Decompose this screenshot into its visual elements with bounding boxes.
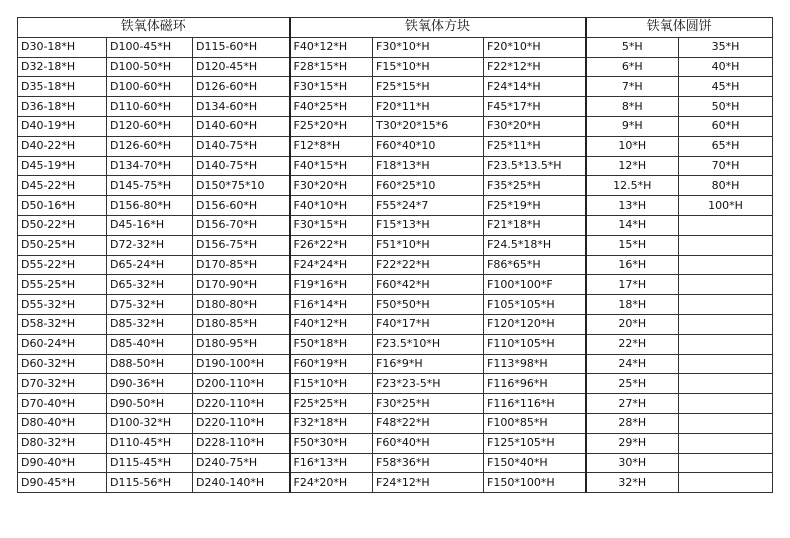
table-cell-block-col-3: F100*100*F bbox=[484, 275, 586, 295]
table-cell-block-col-3: F110*105*H bbox=[484, 334, 586, 354]
table-cell-disc-col-1: 10*H bbox=[586, 136, 679, 156]
table-cell-ring-col-2: D100-32*H bbox=[107, 413, 193, 433]
table-cell-block-col-2: F48*22*H bbox=[373, 413, 484, 433]
table-cell-ring-col-2: D72-32*H bbox=[107, 235, 193, 255]
table-cell-ring-col-2: D120-60*H bbox=[107, 116, 193, 136]
table-cell-ring-col-1: D70-40*H bbox=[18, 394, 107, 414]
table-cell-ring-col-2: D100-60*H bbox=[107, 77, 193, 97]
table-cell-block-col-2: T30*20*15*6 bbox=[373, 116, 484, 136]
table-cell-ring-col-3: D140-75*H bbox=[193, 156, 290, 176]
table-cell-ring-col-3: D134-60*H bbox=[193, 97, 290, 117]
table-cell-ring-col-3: D180-95*H bbox=[193, 334, 290, 354]
table-cell-disc-col-1: 6*H bbox=[586, 57, 679, 77]
table-cell-disc-col-1: 20*H bbox=[586, 314, 679, 334]
table-cell-ring-col-2: D90-50*H bbox=[107, 394, 193, 414]
table-row bbox=[18, 374, 773, 394]
header-ferrite-blocks: 铁氧体方块 bbox=[290, 18, 586, 38]
table-cell-disc-col-2 bbox=[679, 413, 773, 433]
table-cell-disc-col-2: 35*H bbox=[679, 37, 773, 57]
table-cell-ring-col-1: D30-18*H bbox=[18, 37, 107, 57]
table-row bbox=[18, 37, 773, 57]
table-cell-block-col-1: F30*20*H bbox=[290, 176, 373, 196]
table-cell-ring-col-2: D115-56*H bbox=[107, 473, 193, 493]
table-cell-block-col-1: F16*13*H bbox=[290, 453, 373, 473]
table-cell-ring-col-2: D45-16*H bbox=[107, 215, 193, 235]
table-cell-ring-col-3: D156-60*H bbox=[193, 196, 290, 216]
table-cell-block-col-1: F40*10*H bbox=[290, 196, 373, 216]
table-cell-block-col-2: F55*24*7 bbox=[373, 196, 484, 216]
table-cell-ring-col-3: D140-75*H bbox=[193, 136, 290, 156]
table-cell-block-col-3: F20*10*H bbox=[484, 37, 586, 57]
table-cell-block-col-3: F150*100*H bbox=[484, 473, 586, 493]
header-row bbox=[18, 18, 773, 38]
table-cell-block-col-2: F51*10*H bbox=[373, 235, 484, 255]
table-cell-ring-col-1: D50-16*H bbox=[18, 196, 107, 216]
table-cell-disc-col-2 bbox=[679, 473, 773, 493]
table-cell-disc-col-2 bbox=[679, 255, 773, 275]
table-cell-disc-col-2: 100*H bbox=[679, 196, 773, 216]
table-cell-ring-col-1: D58-32*H bbox=[18, 314, 107, 334]
table-cell-block-col-1: F24*24*H bbox=[290, 255, 373, 275]
table-cell-ring-col-1: D90-45*H bbox=[18, 473, 107, 493]
table-cell-ring-col-2: D145-75*H bbox=[107, 176, 193, 196]
table-cell-block-col-2: F16*9*H bbox=[373, 354, 484, 374]
table-row bbox=[18, 275, 773, 295]
table-cell-block-col-2: F60*42*H bbox=[373, 275, 484, 295]
table-row bbox=[18, 136, 773, 156]
table-cell-ring-col-3: D228-110*H bbox=[193, 433, 290, 453]
table-cell-disc-col-2: 65*H bbox=[679, 136, 773, 156]
table-cell-ring-col-1: D55-25*H bbox=[18, 275, 107, 295]
table-cell-ring-col-1: D90-40*H bbox=[18, 453, 107, 473]
table-cell-disc-col-1: 5*H bbox=[586, 37, 679, 57]
table-cell-disc-col-2 bbox=[679, 453, 773, 473]
table-cell-block-col-1: F50*30*H bbox=[290, 433, 373, 453]
table-row bbox=[18, 156, 773, 176]
table-cell-ring-col-3: D220-110*H bbox=[193, 413, 290, 433]
table-row bbox=[18, 215, 773, 235]
table-cell-disc-col-1: 32*H bbox=[586, 473, 679, 493]
table-row bbox=[18, 176, 773, 196]
table-row bbox=[18, 255, 773, 275]
table-cell-block-col-1: F30*15*H bbox=[290, 77, 373, 97]
table-cell-ring-col-1: D70-32*H bbox=[18, 374, 107, 394]
table-cell-ring-col-1: D80-32*H bbox=[18, 433, 107, 453]
table-cell-disc-col-2 bbox=[679, 433, 773, 453]
table-row bbox=[18, 354, 773, 374]
table-cell-block-col-1: F60*19*H bbox=[290, 354, 373, 374]
table-cell-ring-col-2: D126-60*H bbox=[107, 136, 193, 156]
table-row bbox=[18, 394, 773, 414]
table-cell-disc-col-2 bbox=[679, 275, 773, 295]
table-cell-block-col-3: F116*116*H bbox=[484, 394, 586, 414]
table-cell-disc-col-1: 12.5*H bbox=[586, 176, 679, 196]
table-cell-disc-col-1: 14*H bbox=[586, 215, 679, 235]
table-cell-disc-col-1: 16*H bbox=[586, 255, 679, 275]
table-cell-ring-col-1: D35-18*H bbox=[18, 77, 107, 97]
table-cell-ring-col-3: D180-80*H bbox=[193, 295, 290, 315]
table-cell-ring-col-2: D115-45*H bbox=[107, 453, 193, 473]
table-cell-block-col-1: F28*15*H bbox=[290, 57, 373, 77]
table-cell-disc-col-2: 60*H bbox=[679, 116, 773, 136]
table-row bbox=[18, 97, 773, 117]
table-cell-disc-col-1: 7*H bbox=[586, 77, 679, 97]
table-cell-block-col-3: F45*17*H bbox=[484, 97, 586, 117]
table-cell-block-col-3: F25*19*H bbox=[484, 196, 586, 216]
table-cell-ring-col-1: D40-22*H bbox=[18, 136, 107, 156]
table-row bbox=[18, 433, 773, 453]
table-cell-ring-col-3: D240-140*H bbox=[193, 473, 290, 493]
table-row bbox=[18, 196, 773, 216]
table-cell-block-col-3: F30*20*H bbox=[484, 116, 586, 136]
table-cell-block-col-1: F19*16*H bbox=[290, 275, 373, 295]
table-cell-ring-col-2: D110-60*H bbox=[107, 97, 193, 117]
table-cell-ring-col-3: D190-100*H bbox=[193, 354, 290, 374]
table-cell-block-col-3: F125*105*H bbox=[484, 433, 586, 453]
table-cell-block-col-2: F60*40*H bbox=[373, 433, 484, 453]
table-cell-block-col-3: F23.5*13.5*H bbox=[484, 156, 586, 176]
table-cell-block-col-2: F20*11*H bbox=[373, 97, 484, 117]
table-cell-block-col-2: F15*10*H bbox=[373, 57, 484, 77]
table-cell-block-col-3: F35*25*H bbox=[484, 176, 586, 196]
table-cell-disc-col-1: 18*H bbox=[586, 295, 679, 315]
table-cell-block-col-1: F30*15*H bbox=[290, 215, 373, 235]
table-cell-block-col-1: F24*20*H bbox=[290, 473, 373, 493]
table-cell-block-col-3: F22*12*H bbox=[484, 57, 586, 77]
table-cell-block-col-1: F32*18*H bbox=[290, 413, 373, 433]
table-cell-block-col-1: F40*15*H bbox=[290, 156, 373, 176]
table-cell-disc-col-2: 45*H bbox=[679, 77, 773, 97]
table-cell-ring-col-3: D140-60*H bbox=[193, 116, 290, 136]
table-cell-block-col-3: F24.5*18*H bbox=[484, 235, 586, 255]
header-ferrite-discs: 铁氧体圆饼 bbox=[586, 18, 773, 38]
table-cell-disc-col-1: 22*H bbox=[586, 334, 679, 354]
table-cell-disc-col-1: 8*H bbox=[586, 97, 679, 117]
table-cell-block-col-2: F40*17*H bbox=[373, 314, 484, 334]
table-cell-ring-col-3: D150*75*10 bbox=[193, 176, 290, 196]
table-cell-block-col-3: F24*14*H bbox=[484, 77, 586, 97]
table-cell-ring-col-1: D60-32*H bbox=[18, 354, 107, 374]
table-cell-disc-col-2 bbox=[679, 215, 773, 235]
table-cell-block-col-3: F150*40*H bbox=[484, 453, 586, 473]
table-cell-block-col-1: F50*18*H bbox=[290, 334, 373, 354]
table-cell-block-col-1: F40*12*H bbox=[290, 314, 373, 334]
table-cell-ring-col-3: D200-110*H bbox=[193, 374, 290, 394]
table-cell-block-col-1: F40*12*H bbox=[290, 37, 373, 57]
table-cell-ring-col-3: D115-60*H bbox=[193, 37, 290, 57]
table-cell-block-col-2: F50*50*H bbox=[373, 295, 484, 315]
table-cell-block-col-2: F30*10*H bbox=[373, 37, 484, 57]
table-cell-disc-col-2: 80*H bbox=[679, 176, 773, 196]
table-cell-disc-col-2: 50*H bbox=[679, 97, 773, 117]
table-row bbox=[18, 295, 773, 315]
table-cell-disc-col-2 bbox=[679, 314, 773, 334]
table-cell-ring-col-1: D50-25*H bbox=[18, 235, 107, 255]
table-cell-block-col-1: F15*10*H bbox=[290, 374, 373, 394]
table-cell-ring-col-3: D170-90*H bbox=[193, 275, 290, 295]
table-cell-block-col-3: F116*96*H bbox=[484, 374, 586, 394]
table-cell-ring-col-3: D156-75*H bbox=[193, 235, 290, 255]
table-cell-ring-col-1: D60-24*H bbox=[18, 334, 107, 354]
table-row bbox=[18, 57, 773, 77]
table-cell-block-col-3: F86*65*H bbox=[484, 255, 586, 275]
table-cell-ring-col-2: D134-70*H bbox=[107, 156, 193, 176]
table-cell-block-col-2: F60*40*10 bbox=[373, 136, 484, 156]
table-row bbox=[18, 413, 773, 433]
table-cell-ring-col-3: D180-85*H bbox=[193, 314, 290, 334]
table-cell-block-col-1: F25*25*H bbox=[290, 394, 373, 414]
table-cell-ring-col-1: D40-19*H bbox=[18, 116, 107, 136]
table-cell-ring-col-2: D85-32*H bbox=[107, 314, 193, 334]
table-cell-block-col-1: F40*25*H bbox=[290, 97, 373, 117]
table-cell-ring-col-1: D36-18*H bbox=[18, 97, 107, 117]
table-cell-disc-col-1: 28*H bbox=[586, 413, 679, 433]
table-cell-block-col-3: F105*105*H bbox=[484, 295, 586, 315]
table-cell-block-col-1: F25*20*H bbox=[290, 116, 373, 136]
table-row bbox=[18, 77, 773, 97]
table-cell-disc-col-1: 12*H bbox=[586, 156, 679, 176]
ferrite-spec-table bbox=[17, 17, 773, 493]
table-cell-disc-col-1: 29*H bbox=[586, 433, 679, 453]
table-cell-ring-col-3: D126-60*H bbox=[193, 77, 290, 97]
table-cell-ring-col-3: D156-70*H bbox=[193, 215, 290, 235]
table-cell-ring-col-1: D50-22*H bbox=[18, 215, 107, 235]
table-cell-block-col-2: F24*12*H bbox=[373, 473, 484, 493]
table-cell-block-col-3: F21*18*H bbox=[484, 215, 586, 235]
table-cell-block-col-2: F25*15*H bbox=[373, 77, 484, 97]
table-cell-ring-col-2: D65-32*H bbox=[107, 275, 193, 295]
table-cell-disc-col-1: 24*H bbox=[586, 354, 679, 374]
table-cell-ring-col-1: D45-22*H bbox=[18, 176, 107, 196]
table-cell-block-col-2: F15*13*H bbox=[373, 215, 484, 235]
table-cell-block-col-3: F120*120*H bbox=[484, 314, 586, 334]
header-ferrite-rings: 铁氧体磁环 bbox=[18, 18, 290, 38]
table-cell-block-col-3: F25*11*H bbox=[484, 136, 586, 156]
table-cell-block-col-2: F22*22*H bbox=[373, 255, 484, 275]
table-cell-block-col-2: F23.5*10*H bbox=[373, 334, 484, 354]
table-cell-block-col-2: F18*13*H bbox=[373, 156, 484, 176]
table-cell-disc-col-1: 27*H bbox=[586, 394, 679, 414]
table-cell-disc-col-2: 40*H bbox=[679, 57, 773, 77]
table-cell-ring-col-1: D55-22*H bbox=[18, 255, 107, 275]
table-row bbox=[18, 453, 773, 473]
table-row bbox=[18, 334, 773, 354]
table-cell-ring-col-2: D65-24*H bbox=[107, 255, 193, 275]
table-cell-ring-col-2: D75-32*H bbox=[107, 295, 193, 315]
table-cell-ring-col-3: D240-75*H bbox=[193, 453, 290, 473]
table-cell-disc-col-1: 15*H bbox=[586, 235, 679, 255]
table-row bbox=[18, 116, 773, 136]
table-cell-block-col-2: F60*25*10 bbox=[373, 176, 484, 196]
table-cell-block-col-2: F58*36*H bbox=[373, 453, 484, 473]
table-cell-ring-col-2: D100-45*H bbox=[107, 37, 193, 57]
table-cell-disc-col-2 bbox=[679, 235, 773, 255]
table-cell-block-col-3: F113*98*H bbox=[484, 354, 586, 374]
table-cell-block-col-2: F30*25*H bbox=[373, 394, 484, 414]
table-cell-ring-col-2: D110-45*H bbox=[107, 433, 193, 453]
table-cell-disc-col-1: 13*H bbox=[586, 196, 679, 216]
table-cell-ring-col-1: D45-19*H bbox=[18, 156, 107, 176]
table-cell-disc-col-2 bbox=[679, 374, 773, 394]
table-cell-ring-col-2: D156-80*H bbox=[107, 196, 193, 216]
table-cell-ring-col-3: D120-45*H bbox=[193, 57, 290, 77]
table-cell-ring-col-3: D220-110*H bbox=[193, 394, 290, 414]
table-cell-block-col-1: F12*8*H bbox=[290, 136, 373, 156]
table-row bbox=[18, 473, 773, 493]
table-cell-block-col-1: F16*14*H bbox=[290, 295, 373, 315]
table-cell-ring-col-1: D32-18*H bbox=[18, 57, 107, 77]
table-cell-block-col-2: F23*23-5*H bbox=[373, 374, 484, 394]
table-cell-disc-col-1: 9*H bbox=[586, 116, 679, 136]
table-cell-ring-col-2: D90-36*H bbox=[107, 374, 193, 394]
table-cell-ring-col-3: D170-85*H bbox=[193, 255, 290, 275]
table-cell-ring-col-2: D88-50*H bbox=[107, 354, 193, 374]
table-cell-disc-col-2 bbox=[679, 354, 773, 374]
table-cell-block-col-3: F100*85*H bbox=[484, 413, 586, 433]
table-cell-disc-col-2 bbox=[679, 334, 773, 354]
table-cell-ring-col-2: D85-40*H bbox=[107, 334, 193, 354]
table-cell-ring-col-2: D100-50*H bbox=[107, 57, 193, 77]
table-cell-disc-col-1: 25*H bbox=[586, 374, 679, 394]
table-cell-disc-col-2: 70*H bbox=[679, 156, 773, 176]
table-cell-disc-col-2 bbox=[679, 295, 773, 315]
table-cell-disc-col-2 bbox=[679, 394, 773, 414]
table-cell-ring-col-1: D80-40*H bbox=[18, 413, 107, 433]
table-row bbox=[18, 314, 773, 334]
table-cell-disc-col-1: 30*H bbox=[586, 453, 679, 473]
table-cell-ring-col-1: D55-32*H bbox=[18, 295, 107, 315]
table-cell-block-col-1: F26*22*H bbox=[290, 235, 373, 255]
table-row bbox=[18, 235, 773, 255]
table-cell-disc-col-1: 17*H bbox=[586, 275, 679, 295]
